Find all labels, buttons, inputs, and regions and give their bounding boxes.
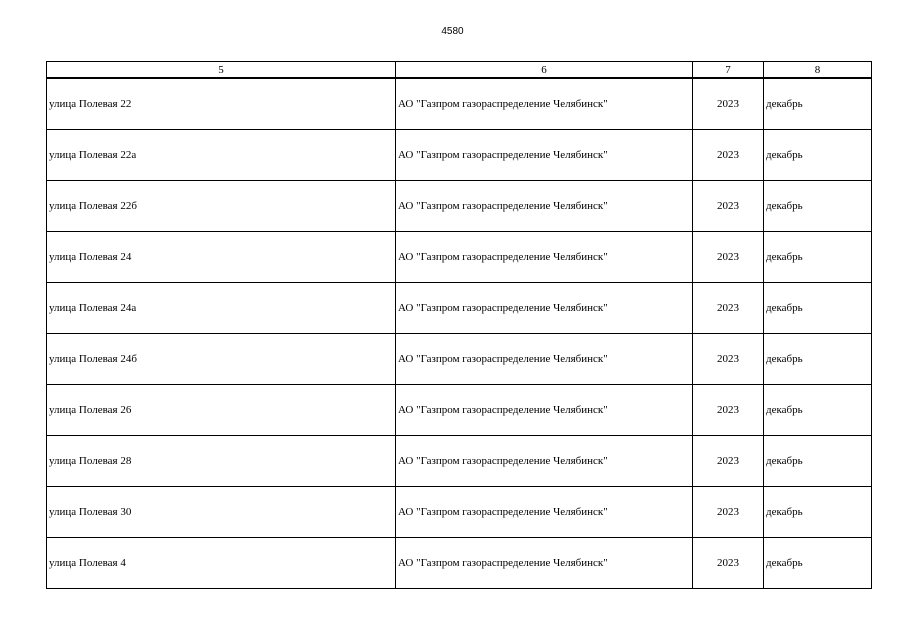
year-cell: 2023 bbox=[693, 435, 764, 486]
year-cell: 2023 bbox=[693, 231, 764, 282]
organization-cell: АО "Газпром газораспределение Челябинск" bbox=[396, 129, 693, 180]
month-cell: декабрь bbox=[764, 435, 872, 486]
organization-cell: АО "Газпром газораспределение Челябинск" bbox=[396, 384, 693, 435]
month-cell: декабрь bbox=[764, 384, 872, 435]
table-row bbox=[47, 537, 872, 588]
page-number: 4580 bbox=[441, 26, 464, 37]
column-header: 6 bbox=[396, 62, 693, 79]
street-cell: улица Полевая 24 bbox=[47, 231, 396, 282]
street-cell: улица Полевая 24а bbox=[47, 282, 396, 333]
street-cell: улица Полевая 30 bbox=[47, 486, 396, 537]
year-cell: 2023 bbox=[693, 384, 764, 435]
table-row bbox=[47, 231, 872, 282]
month-cell: декабрь bbox=[764, 231, 872, 282]
column-header: 7 bbox=[693, 62, 764, 79]
organization-cell: АО "Газпром газораспределение Челябинск" bbox=[396, 537, 693, 588]
year-cell: 2023 bbox=[693, 78, 764, 129]
table-row bbox=[47, 435, 872, 486]
month-cell: декабрь bbox=[764, 78, 872, 129]
organization-cell: АО "Газпром газораспределение Челябинск" bbox=[396, 78, 693, 129]
table-body bbox=[47, 78, 872, 588]
month-cell: декабрь bbox=[764, 129, 872, 180]
organization-cell: АО "Газпром газораспределение Челябинск" bbox=[396, 180, 693, 231]
table-row bbox=[47, 333, 872, 384]
year-cell: 2023 bbox=[693, 129, 764, 180]
organization-cell: АО "Газпром газораспределение Челябинск" bbox=[396, 486, 693, 537]
table-row bbox=[47, 180, 872, 231]
column-header: 8 bbox=[764, 62, 872, 79]
street-cell: улица Полевая 22а bbox=[47, 129, 396, 180]
street-cell: улица Полевая 26 bbox=[47, 384, 396, 435]
year-cell: 2023 bbox=[693, 180, 764, 231]
organization-cell: АО "Газпром газораспределение Челябинск" bbox=[396, 333, 693, 384]
street-cell: улица Полевая 22 bbox=[47, 78, 396, 129]
organization-cell: АО "Газпром газораспределение Челябинск" bbox=[396, 435, 693, 486]
organization-cell: АО "Газпром газораспределение Челябинск" bbox=[396, 282, 693, 333]
table-row bbox=[47, 129, 872, 180]
month-cell: декабрь bbox=[764, 333, 872, 384]
street-cell: улица Полевая 22б bbox=[47, 180, 396, 231]
year-cell: 2023 bbox=[693, 282, 764, 333]
organization-cell: АО "Газпром газораспределение Челябинск" bbox=[396, 231, 693, 282]
year-cell: 2023 bbox=[693, 486, 764, 537]
month-cell: декабрь bbox=[764, 282, 872, 333]
table-row bbox=[47, 486, 872, 537]
table-row bbox=[47, 78, 872, 129]
month-cell: декабрь bbox=[764, 537, 872, 588]
year-cell: 2023 bbox=[693, 333, 764, 384]
table-row bbox=[47, 384, 872, 435]
street-cell: улица Полевая 24б bbox=[47, 333, 396, 384]
data-table bbox=[46, 61, 872, 589]
header-row bbox=[47, 62, 872, 79]
month-cell: декабрь bbox=[764, 486, 872, 537]
street-cell: улица Полевая 28 bbox=[47, 435, 396, 486]
table-header bbox=[47, 62, 872, 79]
table-row bbox=[47, 282, 872, 333]
column-header: 5 bbox=[47, 62, 396, 79]
month-cell: декабрь bbox=[764, 180, 872, 231]
year-cell: 2023 bbox=[693, 537, 764, 588]
street-cell: улица Полевая 4 bbox=[47, 537, 396, 588]
